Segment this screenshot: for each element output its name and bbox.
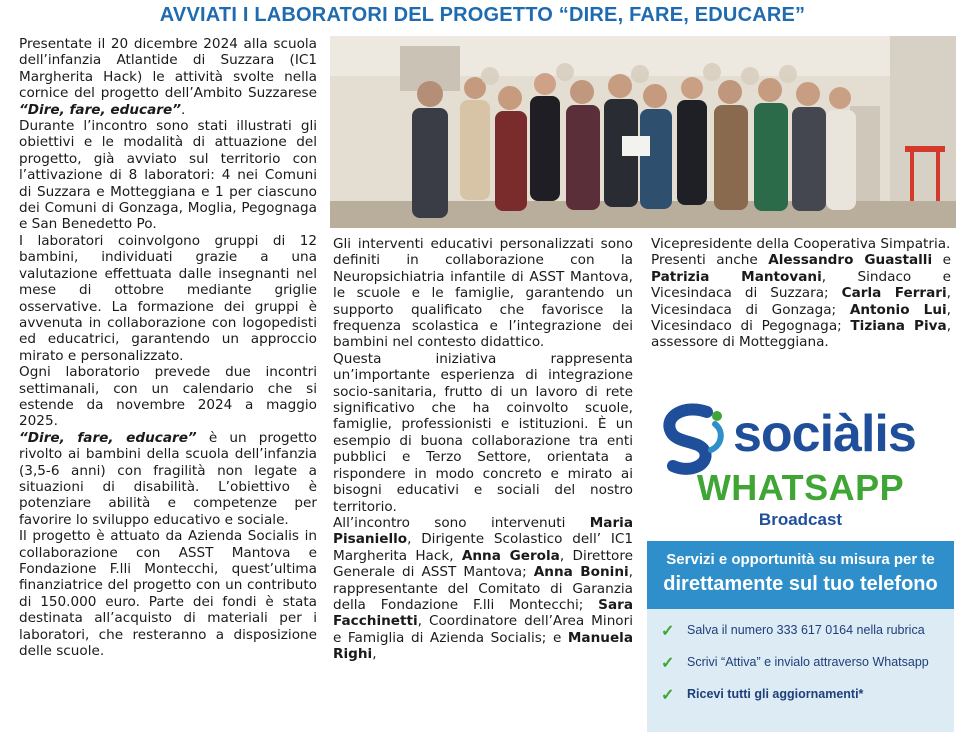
person-name: Carla Ferrari	[841, 285, 947, 302]
socialis-logo	[647, 388, 954, 534]
article-column-3	[651, 236, 951, 351]
brand-name: sociàlis	[733, 405, 916, 463]
promo-heading	[647, 541, 954, 609]
paragraph: Durante l’incontro sono stati illustrati gli obiettivi e le modalità di attuazione del progetto, già avviato sul territorio con l’attivazione di 8 laboratori: 4 nei Comuni di Suzzara e Motteggiana e 1 per ciascuno dei Comuni di Gonzaga, Moglia, Pegognaga e San Benedetto Po.	[19, 118, 317, 233]
promo-step: ✓ Salva il numero 333 617 0164 nella rubrica	[661, 623, 925, 640]
group-photo-illustration	[330, 36, 956, 228]
paragraph: Gli interventi educativi personalizzati sono definiti in collaborazione con la Neuropsichiatria infantile di ASST Mantova, le scuole e le famiglie, garantendo un supporto qualificato che favorisce la frequenza scolastica e l’integrazione dei bambini nel contesto didattico.	[333, 236, 633, 351]
promo-info-box	[647, 541, 954, 732]
person-name: Maria Pisaniello	[333, 514, 633, 548]
check-icon: ✓	[661, 687, 675, 704]
paragraph: All’incontro sono intervenuti Maria Pisaniello, Dirigente Scolastico dell’ IC1 Margherita Hack, Anna Gerola, Direttore Generale di ASST Mantova; Anna Bonini, rappresentante del Comitato di Garanzia della Fondazione F.lli Montecchi; Sara Facchinetti, Coordinatore dell’Area Minori e Famiglia di Azienda Socialis; e Manuela Righi,	[333, 514, 633, 663]
check-icon: ✓	[661, 623, 675, 640]
person-name: Sara Facchinetti	[333, 596, 633, 630]
person-name: Antonio Lui	[849, 301, 947, 318]
article-column-2	[333, 236, 633, 663]
channel-name: WHATSAPP	[696, 467, 905, 508]
paragraph: “Dire, fare, educare” è un progetto rivolto ai bambini della scuola dell’infanzia (3,5-6 anni) con fragilità non legate a situazioni di disabilità. L’obiettivo è potenziare abilità e competenze per favorire lo sviluppo educativo e sociale.	[19, 429, 317, 528]
paragraph: Presenti anche Alessandro Guastalli e Patrizia Mantovani, Sindaco e Vicesindaca di Suzzara; Carla Ferrari, Vicesindaca di Gonzaga; Antonio Lui, Vicesindaco di Pegognaga; Tiziana Piva, assessore di Motteggiana.	[651, 252, 952, 351]
group-photo	[330, 36, 956, 228]
person-name: Alessandro Guastalli	[768, 252, 933, 269]
channel-subtitle: Broadcast	[758, 510, 843, 529]
paragraph: Vicepresidente della Cooperativa Simpatria.	[651, 236, 951, 252]
paragraph: Questa iniziativa rappresenta un’importante esperienza di integrazione socio-sanitaria, frutto di un lavoro di rete significativo che ha coinvolto scuole, famiglie, professionisti e istituzioni. È un esempio di buona collaborazione tra enti pubblici e Terzo Settore, orientata a rispondere in modo concreto e mirato ai bisogni educativi e sociali del nostro territorio.	[333, 350, 633, 515]
person-name: Manuela Righi	[333, 629, 633, 663]
paragraph: I laboratori coinvolgono gruppi di 12 bambini, individuati grazie a una valutazione effettuata dalle insegnanti nel mese di ottobre mediante griglie osservative. La formazione dei gruppi è avvenuta in collaborazione con logopedisti ed educatrici, garantendo un approccio mirato e personalizzato.	[19, 232, 317, 364]
paragraph: Il progetto è attuato da Azienda Socialis in collaborazione con ASST Mantova e Fondazione F.lli Montecchi, quest’ultima finanziatrice del progetto con un contributo di 150.000 euro. Parte dei fondi è stata destinata all’acquisto di materiali per i laboratori, che resteranno a disposizione delle scuole.	[19, 528, 317, 660]
person-name: Anna Bonini	[533, 564, 629, 581]
paragraph: Presentate il 20 dicembre 2024 alla scuola dell’infanzia Atlantide di Suzzara (IC1 Margherita Hack) le attività svolte nella cornice del progetto dell’Ambito Suzzarese “Dire, fare, educare”.	[19, 36, 317, 118]
promo-step: ✓ Scrivi “Attiva” e invialo attraverso Whatsapp	[661, 655, 929, 672]
person-name: Patrizia Mantovani	[651, 268, 822, 285]
check-icon: ✓	[661, 655, 675, 672]
article-headline: AVVIATI I LABORATORI DEL PROGETTO “DIRE, FARE, EDUCARE”	[159, 4, 806, 26]
socialis-whatsapp-ad	[647, 388, 954, 732]
article-column-1	[19, 36, 317, 659]
promo-heading-line2: direttamente sul tuo telefono	[663, 573, 938, 595]
person-name: Tiziana Piva	[850, 318, 947, 335]
person-name: Anna Gerola	[461, 547, 560, 564]
promo-step: ✓ Ricevi tutti gli aggiornamenti*	[661, 687, 864, 704]
promo-heading-line1: Servizi e opportunità su misura per te	[666, 551, 935, 568]
paragraph: Ogni laboratorio prevede due incontri settimanali, con un calendario che si estende da novembre 2024 a maggio 2025.	[19, 364, 317, 430]
